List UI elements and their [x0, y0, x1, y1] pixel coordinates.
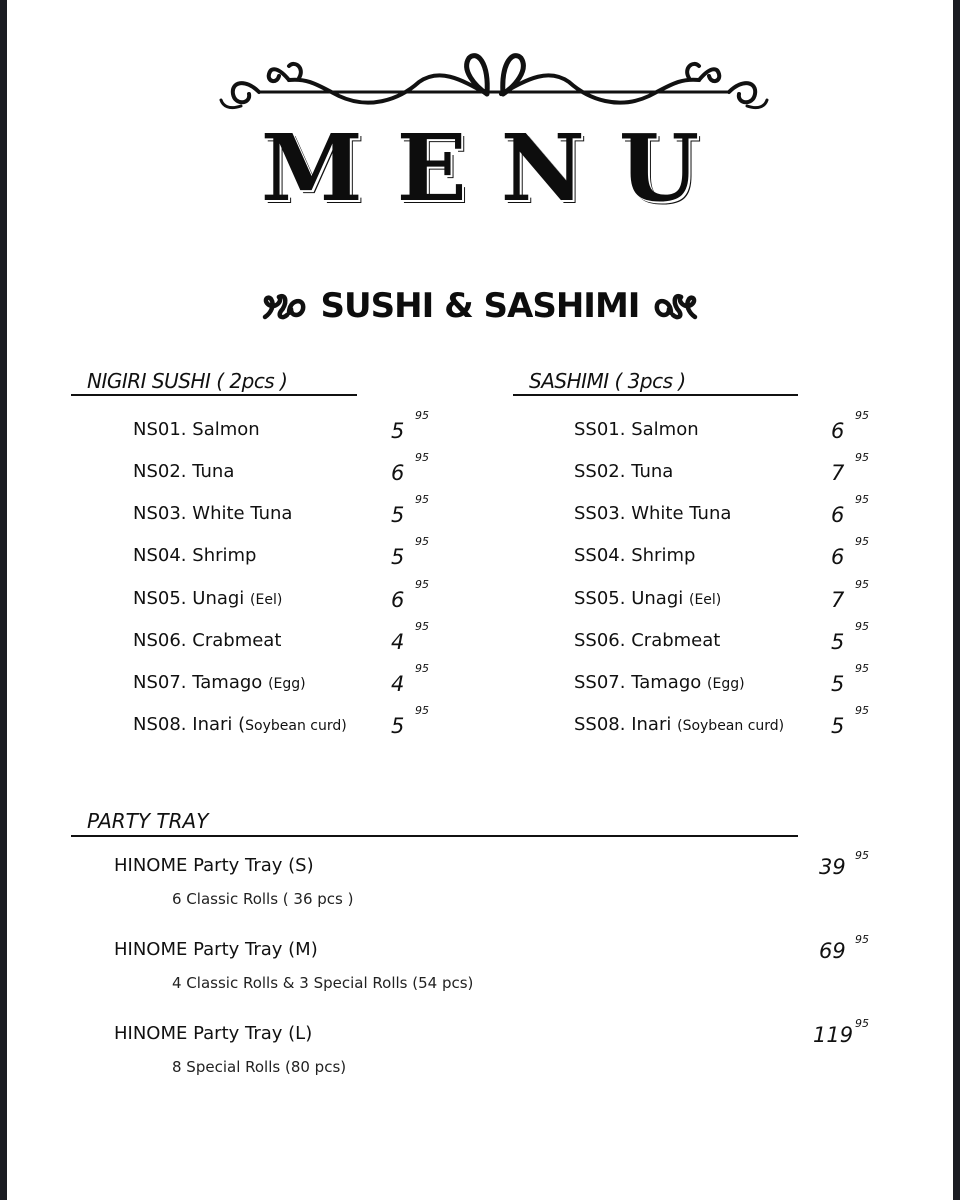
tray-item-large-description: 8 Special Rolls (80 pcs)	[172, 1058, 347, 1076]
item-name: Tuna	[631, 461, 674, 482]
party-tray-header: PARTY TRAY	[87, 809, 209, 833]
price-whole: 6	[391, 461, 405, 485]
price-whole: 6	[831, 419, 845, 443]
item-note: (Egg)	[268, 676, 306, 692]
price-whole: 6	[391, 588, 405, 612]
price-whole: 39	[819, 855, 846, 879]
price-whole: 5	[391, 419, 405, 443]
floral-heart-left-icon	[261, 291, 307, 321]
item-code: SS02.	[574, 461, 626, 482]
item-name: Unagi	[192, 588, 245, 609]
item-code: NS04.	[133, 545, 187, 566]
price-cents: 95	[855, 535, 869, 548]
item-code: SS01.	[574, 419, 626, 440]
price-cents: 95	[415, 493, 429, 506]
price-cents: 95	[415, 704, 429, 717]
price-whole: 69	[819, 939, 846, 963]
item-name: Shrimp	[192, 545, 257, 566]
sashimi-underline	[513, 394, 798, 396]
item-note: (Eel)	[689, 592, 722, 608]
price-whole: 5	[391, 714, 405, 738]
price-cents: 95	[855, 620, 869, 633]
item-name: Tuna	[192, 461, 235, 482]
price-whole: 4	[391, 672, 405, 696]
party-tray-underline	[71, 835, 798, 837]
nigiri-item-ns02	[133, 460, 234, 484]
sashimi-item-ss03	[574, 502, 731, 526]
item-name: Inari (	[192, 714, 246, 735]
nigiri-item-ns07	[133, 671, 306, 696]
item-note: (Egg)	[707, 676, 745, 692]
item-name: Shrimp	[631, 545, 696, 566]
price-cents: 95	[855, 1017, 869, 1030]
price-whole: 119	[813, 1023, 854, 1047]
item-code: NS07.	[133, 672, 187, 693]
sashimi-item-ss02	[574, 460, 673, 484]
tray-item-medium-name: HINOME Party Tray (M)	[114, 939, 318, 960]
sashimi-item-ss04	[574, 544, 695, 568]
sashimi-item-ss08	[574, 713, 784, 738]
price-whole: 5	[831, 672, 845, 696]
item-code: SS06.	[574, 630, 626, 651]
item-code: SS04.	[574, 545, 626, 566]
price-cents: 95	[855, 662, 869, 675]
price-cents: 95	[415, 535, 429, 548]
item-note: Soybean curd)	[245, 718, 347, 734]
item-name: White Tuna	[631, 503, 732, 524]
nigiri-header: NIGIRI SUSHI ( 2pcs )	[87, 369, 288, 393]
item-name: Salmon	[631, 419, 699, 440]
sashimi-item-ss05	[574, 587, 721, 612]
price-cents: 95	[415, 409, 429, 422]
price-cents: 95	[415, 578, 429, 591]
sashimi-item-ss07	[574, 671, 745, 696]
item-name: Crabmeat	[631, 630, 721, 651]
item-note: (Eel)	[250, 592, 283, 608]
section-title-text: SUSHI & SASHIMI	[320, 286, 640, 326]
item-code: NS05.	[133, 588, 187, 609]
price-cents: 95	[855, 578, 869, 591]
price-whole: 5	[831, 714, 845, 738]
menu-page	[7, 0, 953, 1200]
nigiri-item-ns01	[133, 418, 260, 442]
price-cents: 95	[415, 451, 429, 464]
price-cents: 95	[415, 662, 429, 675]
price-cents: 95	[415, 620, 429, 633]
sashimi-item-ss01	[574, 418, 699, 442]
tray-item-small-description: 6 Classic Rolls ( 36 pcs )	[172, 890, 354, 908]
price-cents: 95	[855, 493, 869, 506]
price-whole: 5	[391, 503, 405, 527]
sashimi-item-ss06	[574, 629, 720, 653]
item-code: NS06.	[133, 630, 187, 651]
nigiri-item-ns05	[133, 587, 282, 612]
nigiri-item-ns06	[133, 629, 281, 653]
item-note: (Soybean curd)	[677, 718, 785, 734]
nigiri-underline	[71, 394, 357, 396]
price-whole: 7	[831, 461, 845, 485]
price-whole: 7	[831, 588, 845, 612]
nigiri-item-ns04	[133, 544, 256, 568]
item-code: SS03.	[574, 503, 626, 524]
item-code: SS05.	[574, 588, 626, 609]
floral-heart-right-icon	[653, 291, 699, 321]
item-name: White Tuna	[192, 503, 293, 524]
item-name: Crabmeat	[192, 630, 282, 651]
item-name: Tamago	[192, 672, 263, 693]
item-code: NS02.	[133, 461, 187, 482]
menu-title: MENU	[260, 114, 734, 222]
item-code: SS08.	[574, 714, 626, 735]
item-code: NS01.	[133, 419, 187, 440]
item-name: Salmon	[192, 419, 260, 440]
price-cents: 95	[855, 849, 869, 862]
price-whole: 5	[391, 545, 405, 569]
item-name: Inari	[631, 714, 672, 735]
price-whole: 5	[831, 630, 845, 654]
item-code: NS03.	[133, 503, 187, 524]
price-whole: 6	[831, 503, 845, 527]
nigiri-item-ns08	[133, 713, 347, 738]
item-code: NS08.	[133, 714, 187, 735]
tray-item-large-name: HINOME Party Tray (L)	[114, 1023, 313, 1044]
section-title-row	[0, 284, 960, 328]
item-code: SS07.	[574, 672, 626, 693]
sashimi-header: SASHIMI ( 3pcs )	[529, 369, 686, 393]
price-cents: 95	[855, 704, 869, 717]
price-cents: 95	[855, 409, 869, 422]
tray-item-medium-description: 4 Classic Rolls & 3 Special Rolls (54 pcs)	[172, 974, 474, 992]
item-name: Tamago	[631, 672, 702, 693]
nigiri-item-ns03	[133, 502, 292, 526]
tray-item-small-name: HINOME Party Tray (S)	[114, 855, 314, 876]
scroll-flourish-divider-icon	[219, 48, 769, 118]
price-cents: 95	[855, 933, 869, 946]
price-whole: 4	[391, 630, 405, 654]
price-whole: 6	[831, 545, 845, 569]
price-cents: 95	[855, 451, 869, 464]
item-name: Unagi	[631, 588, 684, 609]
